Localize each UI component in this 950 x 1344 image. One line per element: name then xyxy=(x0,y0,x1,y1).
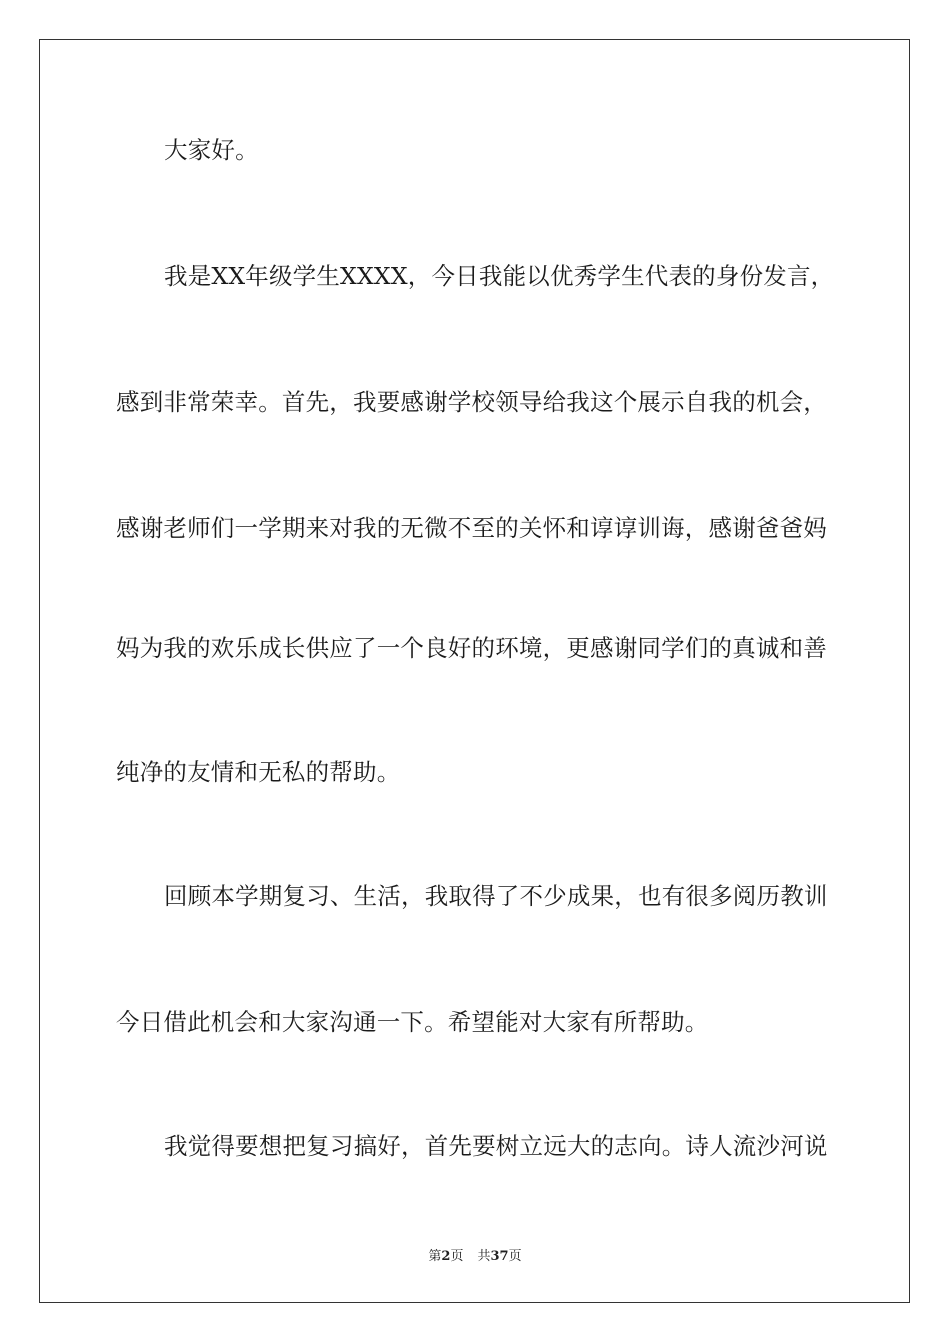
page-footer xyxy=(0,1248,950,1266)
paragraph-line: 感到非常荣幸。首先，我要感谢学校领导给我这个展示自我的机会， xyxy=(116,388,827,416)
page-border xyxy=(39,39,910,1303)
paragraph-line: 感谢老师们一学期来对我的无微不至的关怀和谆谆训诲，感谢爸爸妈 xyxy=(116,514,827,542)
page-number: 2 xyxy=(441,1249,451,1264)
paragraph-line: 妈为我的欢乐成长供应了一个良好的环境，更感谢同学们的真诚和善 xyxy=(116,634,827,662)
total-pages: 37 xyxy=(490,1249,509,1264)
total-suffix: 页 xyxy=(508,1249,522,1264)
total-prefix: 共 xyxy=(477,1249,491,1264)
paragraph-line: 我是XX年级学生XXXX，今日我能以优秀学生代表的身份发言， xyxy=(164,262,835,290)
paragraph-line: 我觉得要想把复习搞好，首先要树立远大的志向。诗人流沙河说 xyxy=(164,1132,828,1160)
paragraph-line: 今日借此机会和大家沟通一下。希望能对大家有所帮助。 xyxy=(116,1008,709,1036)
page-prefix: 第 xyxy=(428,1249,442,1264)
paragraph-line: 回顾本学期复习、生活，我取得了不少成果，也有很多阅历教训 xyxy=(164,882,828,910)
page-suffix: 页 xyxy=(450,1249,464,1264)
paragraph-line: 大家好。 xyxy=(164,136,259,164)
paragraph-line: 纯净的友情和无私的帮助。 xyxy=(116,758,401,786)
